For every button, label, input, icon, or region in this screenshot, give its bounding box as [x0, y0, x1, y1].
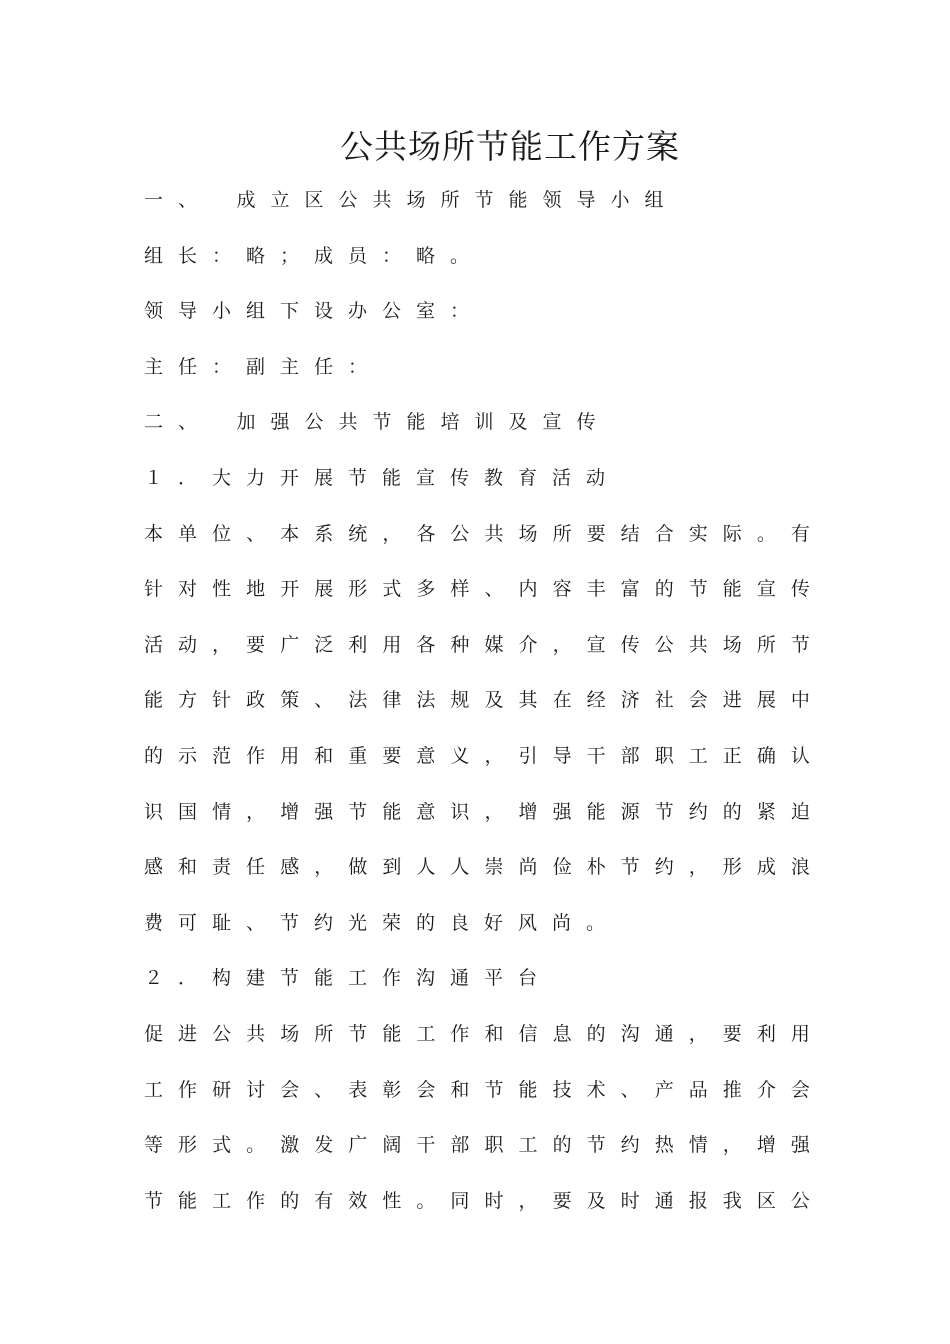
paragraph-line: 节 能 工 作 的 有 效 性 。 同 时 ， 要 及 时 通 报 我 区 公 [144, 1189, 810, 1212]
paragraph-line: 活 动 ， 要 广 泛 利 用 各 种 媒 介 ， 宣 传 公 共 场 所 节 [144, 633, 810, 656]
paragraph-line: 等 形 式 。 激 发 广 阔 干 部 职 工 的 节 约 热 情 ， 增 强 [144, 1134, 810, 1157]
paragraph-line: 二、 加强公共节能培训及宣传 [144, 411, 611, 434]
paragraph-line: 能 方 针 政 策 、 法 律 法 规 及 其 在 经 济 社 会 进 展 中 [144, 689, 810, 712]
paragraph-line: 识 国 情 ， 增 强 节 能 意 识 ， 增 强 能 源 节 约 的 紧 迫 [144, 800, 810, 823]
paragraph-line: 主任：副主任： [144, 355, 383, 378]
paragraph-line: 促 进 公 共 场 所 节 能 工 作 和 信 息 的 沟 通 ， 要 利 用 [144, 1022, 810, 1045]
paragraph-line: ２．构建节能工作沟通平台 [144, 967, 553, 990]
paragraph-line: 针 对 性 地 开 展 形 式 多 样 、 内 容 丰 富 的 节 能 宣 传 [144, 578, 810, 601]
document-body [144, 178, 810, 1234]
paragraph-line: 一、 成立区公共场所节能领导小组 [144, 189, 679, 211]
paragraph-line: 领导小组下设办公室： [144, 300, 485, 323]
paragraph-line: 感 和 责 任 感 ， 做 到 人 人 崇 尚 俭 朴 节 约 ， 形 成 浪 [144, 856, 810, 879]
paragraph-line: 工 作 研 讨 会 、 表 彰 会 和 节 能 技 术 、 产 品 推 介 会 [144, 1078, 810, 1101]
paragraph-line: 组长：略；成员：略。 [144, 244, 485, 267]
paragraph-line: 本 单 位 、 本 系 统 ， 各 公 共 场 所 要 结 合 实 际 。 有 [144, 522, 810, 545]
paragraph-line: １．大力开展节能宣传教育活动 [144, 466, 621, 489]
paragraph-line: 的 示 范 作 用 和 重 要 意 义 ， 引 导 干 部 职 工 正 确 认 [144, 744, 810, 767]
document-title: 公共场所节能工作方案 [340, 127, 680, 166]
paragraph-line: 费可耻、节约光荣的良好风尚。 [144, 911, 621, 934]
